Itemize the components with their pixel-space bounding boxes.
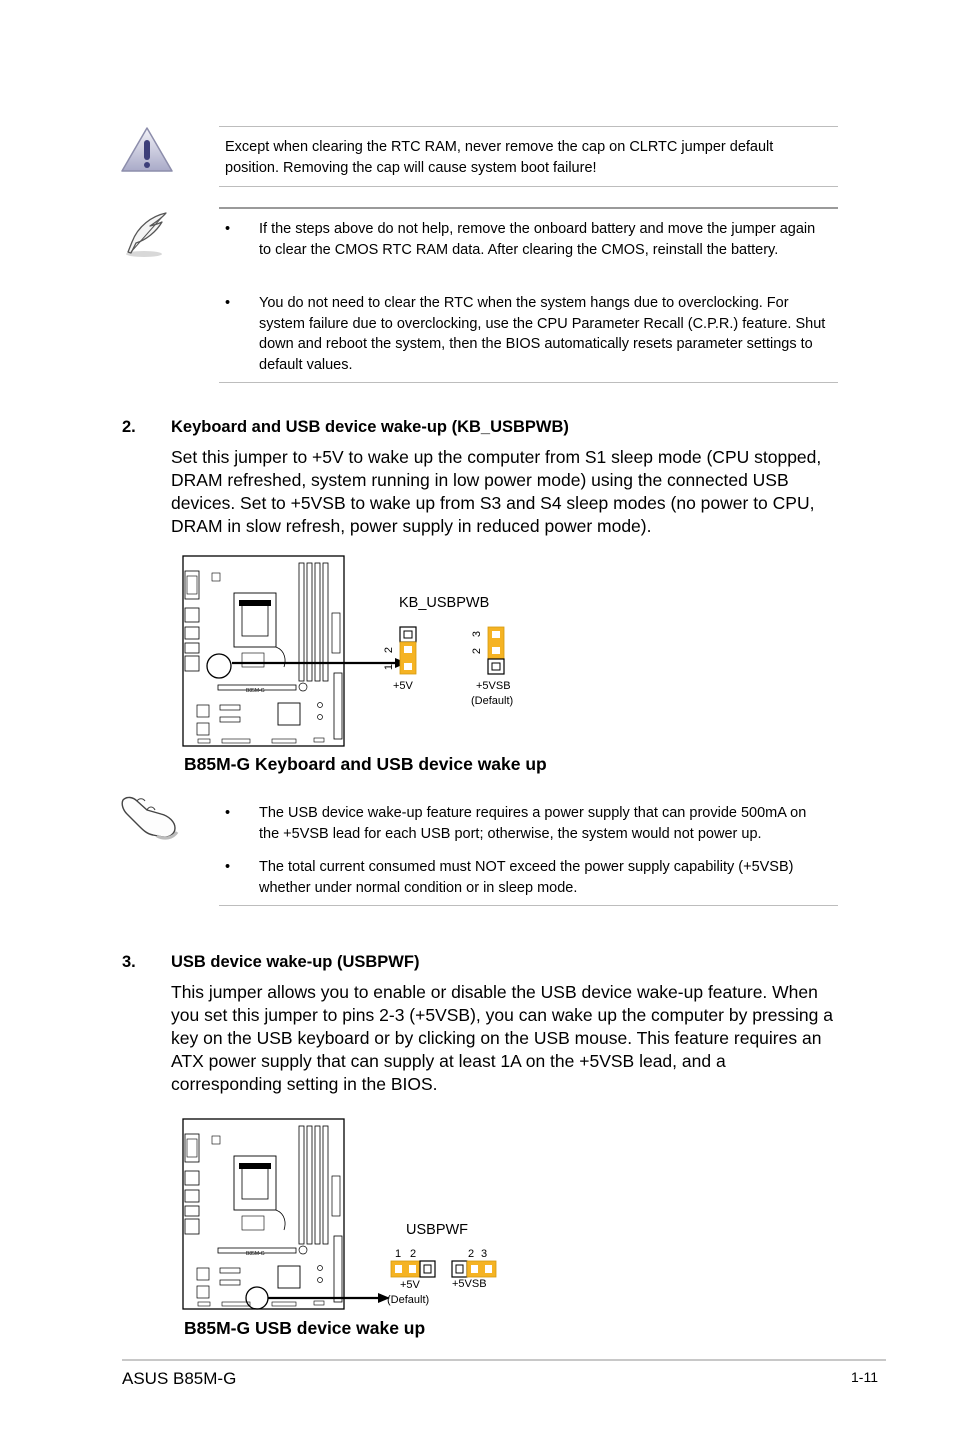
important-item-text: The USB device wake-up feature requires a power supply that can provide 500mA on the +5VSB lead for each USB port; otherwise, the system would not power up. [259,805,807,842]
section-number: 2. [122,418,136,436]
pin-number: 2 [383,646,396,654]
important-hand-icon [117,792,181,842]
note-top-rule [219,207,838,209]
pin-number: 3 [481,1248,488,1260]
figure-caption: B85M-G USB device wake up [184,1318,426,1338]
bullet-icon: • [225,295,231,311]
setting-label: +5V [393,680,413,692]
important-item-text: The total current consumed must NOT exceed the power supply capability (+5VSB) whether under normal condition or in sleep mode. [259,859,794,896]
jumper-diagram-5vsb [487,626,505,676]
default-label: (Default) [387,1294,430,1306]
footer-product: ASUS B85M-G [122,1369,237,1388]
section-number: 3. [122,953,136,971]
pin-number: 2 [410,1248,417,1260]
important-bottom-rule [219,905,838,906]
setting-label: +5V [400,1279,420,1291]
important-item [225,857,815,899]
default-label: (Default) [471,695,514,707]
caution-text: Except when clearing the RTC RAM, never remove the cap on CLRTC jumper default position. Removing the cap will cause system boot failure! [225,139,774,176]
note-feather-icon [122,210,170,260]
pin-number: 3 [471,630,484,638]
setting-label: +5VSB [476,680,511,692]
jumper-diagram-5v [390,1260,436,1278]
note-item-text: If the steps above do not help, remove the onboard battery and move the jumper again to clear the CMOS RTC RAM data. After clearing the CMOS, reinstall the battery. [259,221,816,258]
note-bottom-rule [219,382,838,383]
section-body: This jumper allows you to enable or disable the USB device wake-up feature. When you set this jumper to pins 2-3 (+5VSB), you can wake up the computer by pressing a key on the USB keyboard or by clicking on the USB mouse. This feature requires an ATX power supply that can supply at least 1A on the +5VSB lead, and a corresponding setting in the BIOS. [171,982,833,1094]
footer-page-number: 1-11 [851,1369,878,1385]
footer-rule [122,1359,886,1361]
pointer-arrow [268,1290,390,1306]
pin-number: 2 [468,1248,475,1260]
pin-number: 2 [471,647,484,655]
section-body: Set this jumper to +5V to wake up the computer from S1 sleep mode (CPU stopped, DRAM refreshed, system running in low power mode) using the connected USB devices. Set to +5VSB to wake up from S3 and S4 sleep modes (no power to CPU, DRAM in slow refresh, power supply in reduced power mode). [171,447,822,536]
note-item-text: You do not need to clear the RTC when the system hangs due to overclocking. For system failure due to overclocking, use the CPU Parameter Recall (C.P.R.) feature. Shut down and reboot the system, then the BIOS automatically resets parameter settings to default values. [259,295,826,373]
note-item [225,219,815,281]
pointer-arrow [232,655,407,671]
jumper-diagram-5vsb [451,1260,497,1278]
section-title: USB device wake-up (USBPWF) [171,953,420,971]
important-item [225,803,815,845]
section-title: Keyboard and USB device wake-up (KB_USBPWB) [171,418,569,436]
caution-icon [120,126,174,174]
setting-label: +5VSB [452,1278,487,1290]
pin-number: 1 [395,1248,402,1260]
caution-bottom-rule [219,186,838,187]
bullet-icon: • [225,805,231,821]
bullet-icon: • [225,859,231,875]
motherboard-diagram [182,555,346,748]
jumper-name: KB_USBPWB [399,595,490,611]
figure-caption: B85M-G Keyboard and USB device wake up [184,754,547,774]
jumper-diagram-5v [399,626,417,676]
board-label: B85M-G [246,1251,265,1257]
board-label: B85M-G [246,688,265,694]
jumper-name: USBPWF [406,1222,469,1238]
note-item [225,293,826,375]
caution-top-rule [219,126,838,127]
bullet-icon: • [225,221,231,237]
pin-number: 1 [383,663,396,671]
motherboard-diagram [182,1118,346,1311]
